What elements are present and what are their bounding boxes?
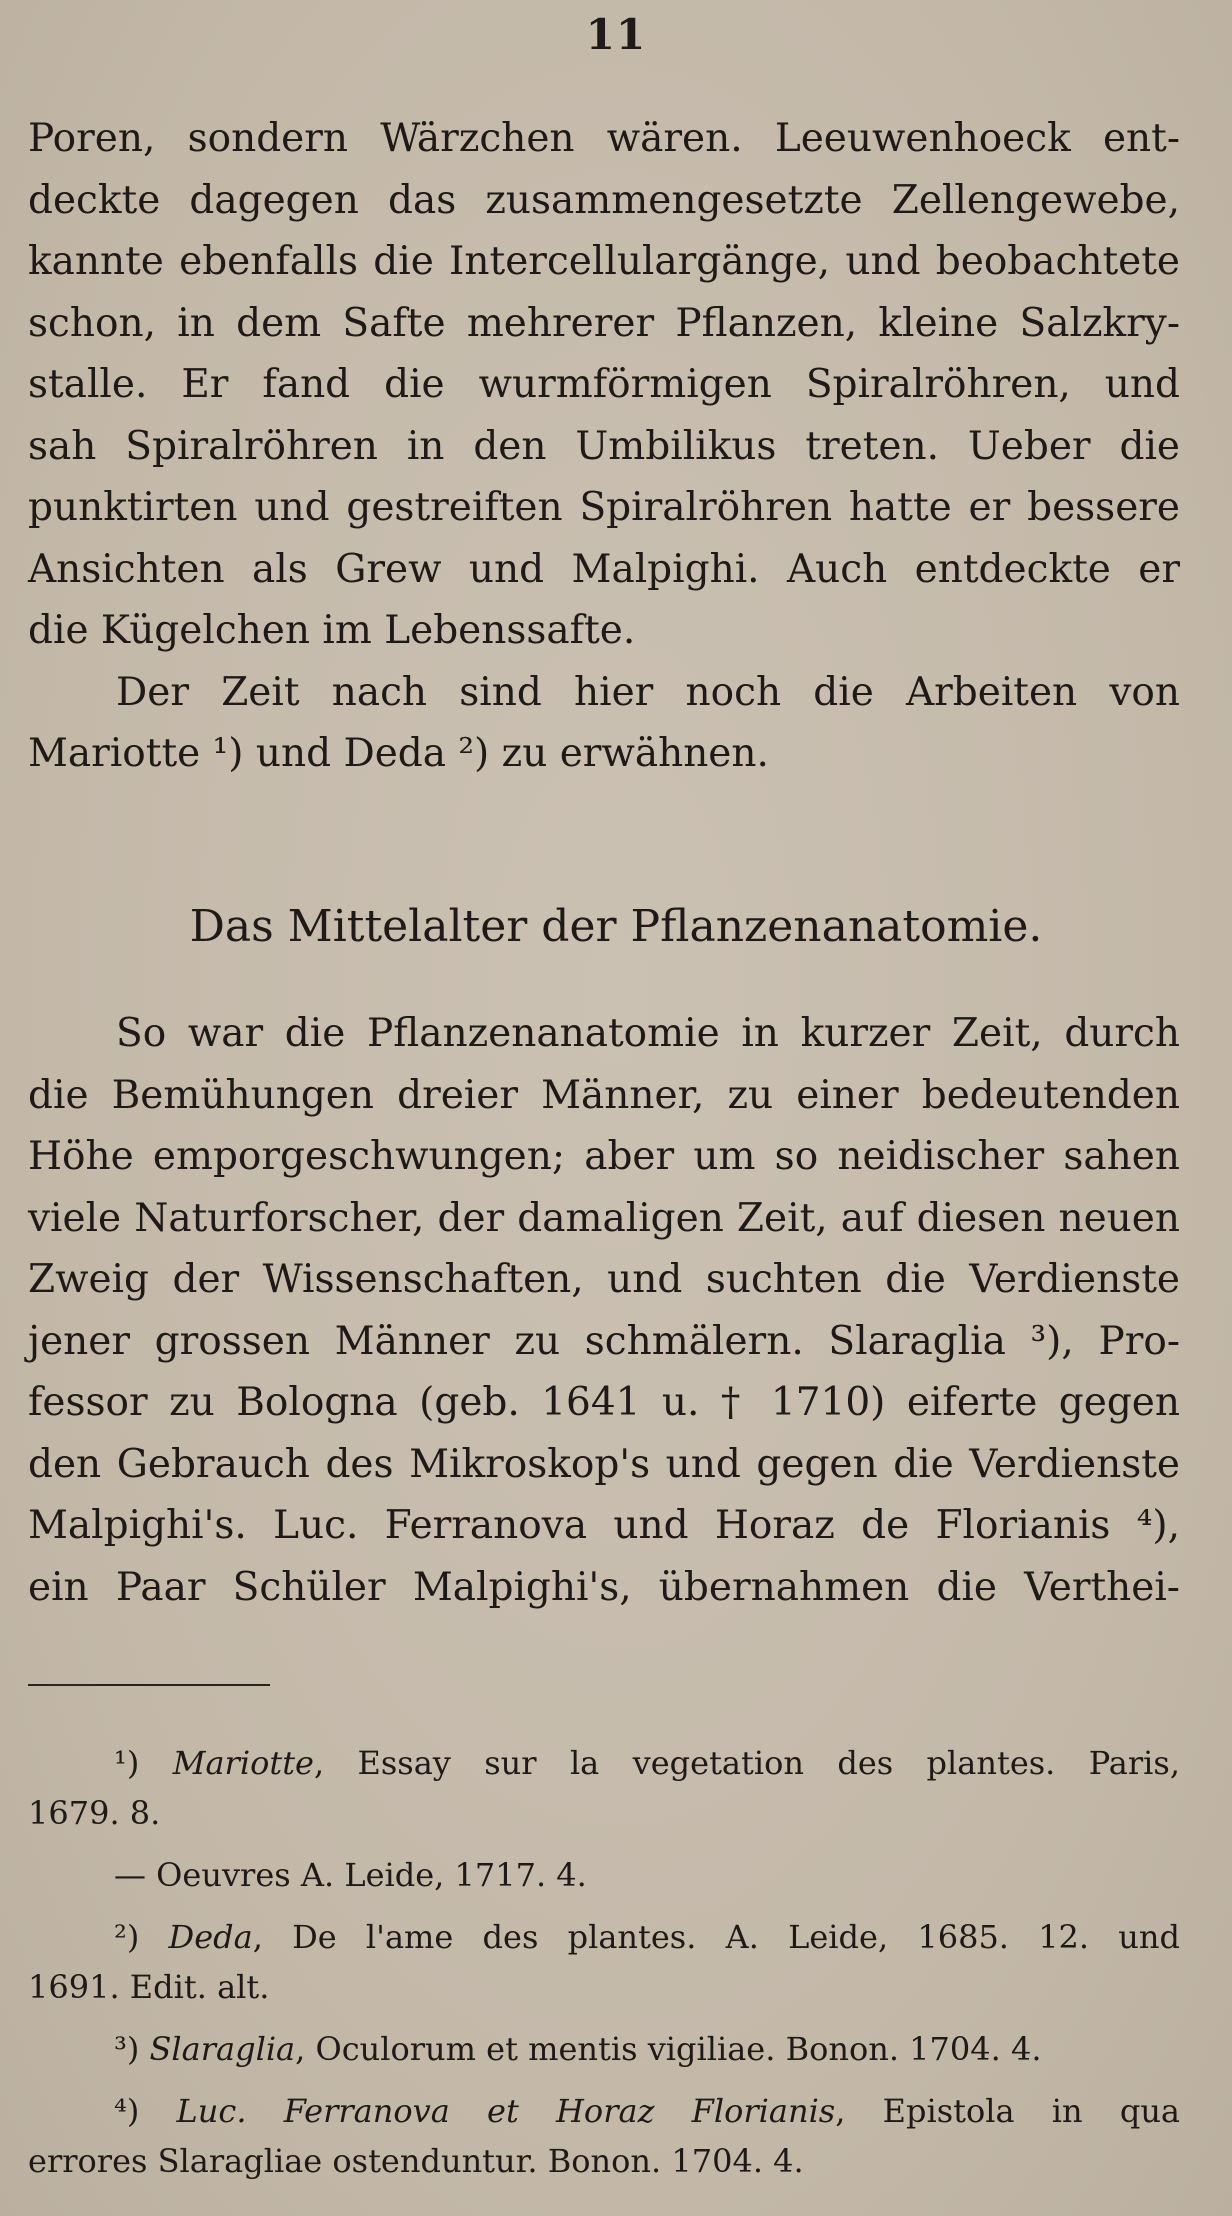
footnote-text: , Epistola in qua <box>835 2092 1181 2130</box>
footnote-text: , Oculorum et mentis vigiliae. Bonon. 1704. 4. <box>295 2030 1042 2068</box>
text-line: kannte ebenfalls die Intercellulargänge, und beobachtete <box>28 239 1180 284</box>
footnote-4-line-2: errores Slaragliae ostenduntur. Bonon. 1704. 4. <box>28 2142 804 2180</box>
footnote-author: Mariotte <box>172 1744 314 1782</box>
text-line: So war die Pflanzenanatomie in kurzer Zeit, durch <box>116 1011 1180 1056</box>
page-number: 11 <box>585 10 647 59</box>
text-line: Der Zeit nach sind hier noch die Arbeiten von <box>116 669 1180 715</box>
footnote-2 <box>28 1912 1180 1962</box>
text-line: schon, in dem Safte mehrerer Pflanzen, kleine Salzkry- <box>28 300 1180 346</box>
footnote-1-line-3: — Oeuvres A. Leide, 1717. 4. <box>114 1856 587 1894</box>
footnote-text: , Essay sur la vegetation des plantes. Paris, <box>313 1744 1181 1782</box>
footnote-author: Deda <box>168 1918 253 1956</box>
text-line: punktirten und gestreiften Spiralröhren hatte er bessere <box>28 485 1180 530</box>
footnote-marker: ¹) <box>114 1744 140 1782</box>
section-heading: Das Mittelalter der Pflanzenanatomie. <box>189 901 1043 952</box>
text-line: Poren, sondern Wärzchen wären. Leeuwenhoeck ent- <box>28 116 1180 161</box>
footnotes <box>28 1738 1180 2186</box>
text-line: sah Spiralröhren in den Umbilikus treten. Ueber die <box>28 423 1180 469</box>
text-line: stalle. Er fand die wurmförmigen Spiralröhren, und <box>28 362 1180 407</box>
text-line: deckte dagegen das zusammengesetzte Zellengewebe, <box>28 177 1180 223</box>
footnote-1-line-2: 1679. 8. <box>28 1794 161 1832</box>
text-line: Malpighi's. Luc. Ferranova und Horaz de Florianis ⁴), <box>28 1503 1180 1548</box>
footnote-marker: ⁴) <box>114 2092 140 2130</box>
text-line: die Kügelchen im Lebenssafte. <box>28 608 636 653</box>
text-line: fessor zu Bologna (geb. 1641 u. † 1710) eiferte gegen <box>28 1380 1180 1425</box>
text-line: den Gebrauch des Mikroskop's und gegen die Verdienste <box>28 1441 1180 1487</box>
text-line: ein Paar Schüler Malpighi's, übernahmen die Verthei- <box>28 1564 1180 1610</box>
footnote-marker: ²) <box>114 1918 140 1956</box>
footnote-author: Slaraglia <box>149 2030 296 2068</box>
paragraph-2 <box>28 1003 1180 1618</box>
footnote-1 <box>28 1738 1180 1788</box>
footnote-3 <box>28 2024 1180 2074</box>
footnote-2-line-2: 1691. Edit. alt. <box>28 1968 270 2006</box>
text-line: Ansichten als Grew und Malpighi. Auch entdeckte er <box>28 546 1180 592</box>
text-line: Höhe emporgeschwungen; aber um so neidischer sahen <box>28 1134 1180 1179</box>
text-line: Mariotte ¹) und Deda ²) zu erwähnen. <box>28 731 769 776</box>
text-line: viele Naturforscher, der damaligen Zeit, auf diesen neuen <box>28 1195 1180 1241</box>
footnote-text: , De l'ame des plantes. A. Leide, 1685. 12. und <box>252 1918 1181 1956</box>
text-line: jener grossen Männer zu schmälern. Slaraglia ³), Pro- <box>28 1318 1180 1364</box>
text-line: Zweig der Wissenschaften, und suchten die Verdienste <box>28 1257 1180 1302</box>
footnote-author: Luc. Ferranova et Horaz Florianis <box>176 2092 836 2130</box>
footnote-divider <box>28 1684 270 1686</box>
text-line: die Bemühungen dreier Männer, zu einer bedeutenden <box>28 1072 1180 1118</box>
footnote-marker: ³) <box>114 2030 140 2068</box>
footnote-4 <box>28 2086 1180 2136</box>
paragraph-1 <box>28 108 1180 785</box>
